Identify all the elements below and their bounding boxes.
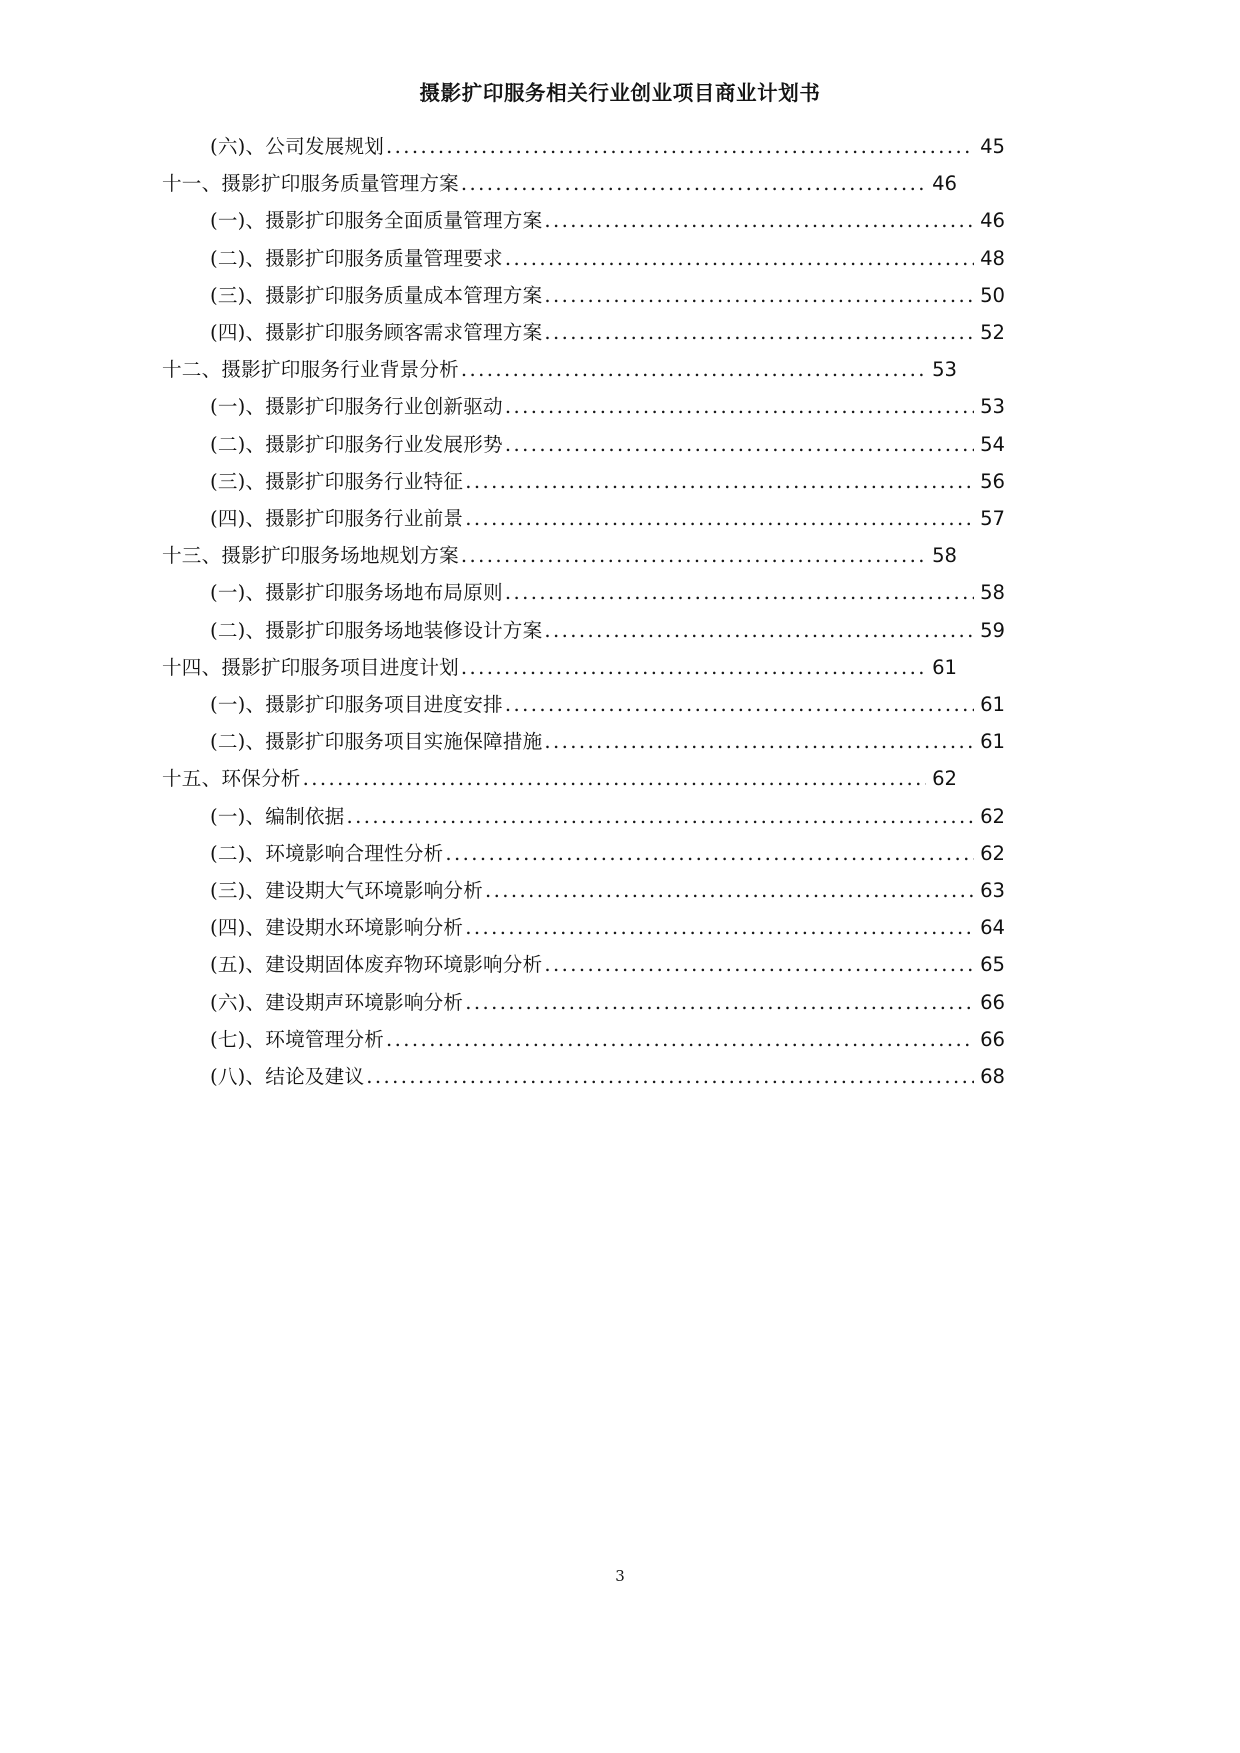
toc-entry-page-number: 56 [980, 469, 1005, 493]
toc-dot-leader [465, 993, 974, 1013]
toc-entry-label: (一)、编制依据 [210, 804, 345, 828]
toc-entry-page-number: 53 [980, 395, 1005, 419]
toc-dot-leader [386, 1030, 974, 1050]
toc-entry-page-number: 66 [980, 1027, 1005, 1051]
toc-dot-leader [544, 955, 974, 975]
toc-dot-leader [544, 621, 974, 641]
toc-entry-label: (二)、摄影扩印服务行业发展形势 [210, 432, 503, 456]
toc-entry[interactable] [162, 612, 1005, 649]
toc-dot-leader [461, 546, 926, 566]
toc-dot-leader [366, 1067, 974, 1087]
toc-entry[interactable] [162, 909, 1005, 946]
toc-entry[interactable] [162, 426, 1005, 463]
toc-entry[interactable] [162, 240, 1005, 277]
toc-dot-leader [461, 658, 926, 678]
toc-entry-label: (一)、摄影扩印服务全面质量管理方案 [210, 209, 543, 233]
toc-dot-leader [386, 137, 974, 157]
toc-entry[interactable] [162, 388, 1005, 425]
toc-entry[interactable] [162, 537, 957, 574]
toc-entry[interactable] [162, 835, 1005, 872]
toc-entry[interactable] [162, 574, 1005, 611]
toc-dot-leader [505, 249, 974, 269]
toc-entry-label: (四)、摄影扩印服务顾客需求管理方案 [210, 321, 543, 345]
toc-entry-page-number: 58 [932, 544, 957, 568]
toc-entry[interactable] [162, 1021, 1005, 1058]
toc-entry-label: (二)、摄影扩印服务项目实施保障措施 [210, 730, 543, 754]
toc-entry[interactable] [162, 760, 957, 797]
toc-entry[interactable] [162, 463, 1005, 500]
toc-entry-page-number: 61 [932, 655, 957, 679]
toc-entry-page-number: 66 [980, 990, 1005, 1014]
toc-entry[interactable] [162, 165, 957, 202]
toc-dot-leader [465, 509, 974, 529]
toc-entry-label: 十三、摄影扩印服务场地规划方案 [162, 544, 459, 568]
toc-entry-label: (六)、公司发展规划 [210, 135, 385, 158]
toc-dot-leader [461, 174, 926, 194]
toc-entry-label: (二)、摄影扩印服务质量管理要求 [210, 246, 503, 270]
toc-entry-page-number: 50 [980, 283, 1005, 307]
toc-entry-label: (五)、建设期固体废弃物环境影响分析 [210, 953, 543, 977]
toc-entry-label: (二)、环境影响合理性分析 [210, 841, 444, 865]
toc-dot-leader [505, 695, 974, 715]
toc-entry-label: (三)、建设期大气环境影响分析 [210, 879, 484, 903]
toc-entry-page-number: 45 [980, 135, 1005, 158]
toc-entry-page-number: 62 [980, 804, 1005, 828]
toc-dot-leader [505, 583, 974, 603]
toc-entry-page-number: 62 [932, 767, 957, 791]
toc-entry[interactable] [162, 872, 1005, 909]
toc-entry-page-number: 64 [980, 916, 1005, 940]
toc-dot-leader [465, 918, 974, 938]
toc-dot-leader [505, 435, 974, 455]
toc-dot-leader [544, 211, 974, 231]
toc-entry[interactable] [162, 649, 957, 686]
toc-dot-leader [544, 286, 974, 306]
toc-entry-page-number: 46 [980, 209, 1005, 233]
toc-entry[interactable] [162, 798, 1005, 835]
toc-dot-leader [461, 360, 926, 380]
toc-entry-label: (一)、摄影扩印服务场地布局原则 [210, 581, 503, 605]
toc-entry[interactable] [162, 202, 1005, 239]
toc-entry-page-number: 58 [980, 581, 1005, 605]
toc-entry-label: 十五、环保分析 [162, 767, 301, 791]
toc-dot-leader [465, 472, 974, 492]
toc-entry-page-number: 46 [932, 172, 957, 196]
toc-entry-page-number: 63 [980, 879, 1005, 903]
document-header-title: 摄影扩印服务相关行业创业项目商业计划书 [419, 81, 821, 105]
toc-entry[interactable] [162, 686, 1005, 723]
toc-entry[interactable] [162, 351, 957, 388]
toc-entry-page-number: 52 [980, 321, 1005, 345]
toc-entry-label: (六)、建设期声环境影响分析 [210, 990, 464, 1014]
toc-entry-label: (四)、建设期水环境影响分析 [210, 916, 464, 940]
toc-entry-page-number: 57 [980, 507, 1005, 531]
toc-dot-leader [303, 769, 926, 789]
toc-dot-leader [346, 807, 974, 827]
toc-entry[interactable] [162, 277, 1005, 314]
toc-entry-label: (三)、摄影扩印服务质量成本管理方案 [210, 283, 543, 307]
toc-entry-label: (四)、摄影扩印服务行业前景 [210, 507, 464, 531]
toc-entry-page-number: 53 [932, 358, 957, 382]
toc-entry-page-number: 68 [980, 1065, 1005, 1089]
toc-dot-leader [505, 397, 974, 417]
toc-dot-leader [445, 844, 974, 864]
toc-dot-leader [544, 323, 974, 343]
toc-entry-page-number: 59 [980, 618, 1005, 642]
toc-entry-page-number: 61 [980, 693, 1005, 717]
toc-entry-page-number: 61 [980, 730, 1005, 754]
toc-entry-page-number: 65 [980, 953, 1005, 977]
toc-entry-label: (一)、摄影扩印服务行业创新驱动 [210, 395, 503, 419]
toc-entry[interactable] [162, 128, 1005, 165]
toc-entry[interactable] [162, 723, 1005, 760]
toc-entry-label: 十一、摄影扩印服务质量管理方案 [162, 172, 459, 196]
toc-entry-label: (三)、摄影扩印服务行业特征 [210, 469, 464, 493]
toc-entry-label: 十四、摄影扩印服务项目进度计划 [162, 655, 459, 679]
toc-entry-label: (二)、摄影扩印服务场地装修设计方案 [210, 618, 543, 642]
toc-entry[interactable] [162, 946, 1005, 983]
toc-entry[interactable] [162, 984, 1005, 1021]
toc-entry-label: (八)、结论及建议 [210, 1065, 365, 1089]
toc-entry[interactable] [162, 500, 1005, 537]
toc-entry-label: (一)、摄影扩印服务项目进度安排 [210, 693, 503, 717]
toc-entry[interactable] [162, 314, 1005, 351]
toc-entry-label: (七)、环境管理分析 [210, 1027, 385, 1051]
toc-dot-leader [544, 732, 974, 752]
toc-entry-page-number: 62 [980, 841, 1005, 865]
toc-entry-page-number: 54 [980, 432, 1005, 456]
toc-entry-label: 十二、摄影扩印服务行业背景分析 [162, 358, 459, 382]
table-of-contents [162, 128, 1005, 1095]
toc-dot-leader [485, 881, 974, 901]
toc-entry[interactable] [162, 1058, 1005, 1095]
footer-page-number: 3 [615, 1567, 625, 1585]
toc-entry-page-number: 48 [980, 246, 1005, 270]
